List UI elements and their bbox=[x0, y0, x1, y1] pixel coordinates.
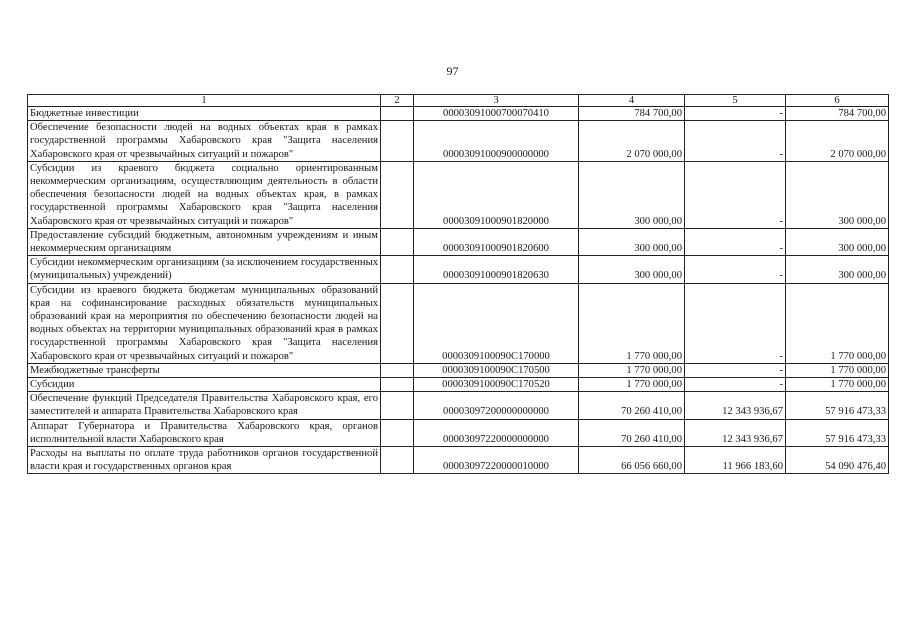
row-col2-cell bbox=[381, 107, 414, 121]
row-col2-cell bbox=[381, 228, 414, 255]
row-col5-cell: - bbox=[685, 228, 786, 255]
column-header: 5 bbox=[685, 95, 786, 107]
table-row bbox=[28, 392, 889, 419]
row-col4-cell: 784 700,00 bbox=[579, 107, 685, 121]
row-col6-cell: 1 770 000,00 bbox=[786, 363, 889, 377]
table-row bbox=[28, 419, 889, 446]
row-name-cell: Субсидии некоммерческим организациям (за исключением государственных (муниципальных) учреждений) bbox=[28, 256, 381, 283]
table-header-row bbox=[28, 95, 889, 107]
row-col2-cell bbox=[381, 392, 414, 419]
row-name-cell: Обеспечение безопасности людей на водных объектах края в рамках государственной программы Хабаровского края "Защита населения Хабаровского края от чрезвычайных ситуаций и пожаров" bbox=[28, 121, 381, 162]
table-row bbox=[28, 363, 889, 377]
row-col5-cell: - bbox=[685, 283, 786, 363]
row-col4-cell: 66 056 660,00 bbox=[579, 447, 685, 474]
row-name-cell: Аппарат Губернатора и Правительства Хабаровского края, органов исполнительной власти Хабаровского края bbox=[28, 419, 381, 446]
row-col2-cell bbox=[381, 283, 414, 363]
row-name-cell: Обеспечение функций Председателя Правительства Хабаровского края, его заместителей и аппарата Правительства Хабаровского края bbox=[28, 392, 381, 419]
row-col5-cell: - bbox=[685, 121, 786, 162]
row-col2-cell bbox=[381, 161, 414, 228]
row-name-cell: Предоставление субсидий бюджетным, автономным учреждениям и иным некоммерческим организациям bbox=[28, 228, 381, 255]
row-col6-cell: 54 090 476,40 bbox=[786, 447, 889, 474]
row-col4-cell: 70 260 410,00 bbox=[579, 419, 685, 446]
row-col6-cell: 300 000,00 bbox=[786, 161, 889, 228]
row-name-cell: Субсидии из краевого бюджета социально ориентированным некоммерческим организациям, осуществляющим деятельность в области обеспечения безопасности людей на водных объектах края, в рамках государственной программы Хабаровского края "Защита населения Хабаровского края от чрезвычайных ситуаций и пожаров" bbox=[28, 161, 381, 228]
row-col6-cell: 2 070 000,00 bbox=[786, 121, 889, 162]
row-code-cell: 00003097200000000000 bbox=[414, 392, 579, 419]
row-code-cell: 00003091000901820630 bbox=[414, 256, 579, 283]
row-code-cell: 00003091000901820000 bbox=[414, 161, 579, 228]
page-number: 97 bbox=[446, 64, 459, 78]
row-col5-cell: - bbox=[685, 107, 786, 121]
table-row bbox=[28, 107, 889, 121]
column-header: 1 bbox=[28, 95, 381, 107]
row-col5-cell: - bbox=[685, 161, 786, 228]
row-col4-cell: 300 000,00 bbox=[579, 256, 685, 283]
row-col6-cell: 57 916 473,33 bbox=[786, 419, 889, 446]
row-name-cell: Субсидии из краевого бюджета бюджетам муниципальных образований края на софинансирование расходных обязательств муниципальных образований края на мероприятия по обеспечению безопасности людей на водных объектах на территории муниципальных образований края в рамках государственной программы Хабаровского края "Защита населения Хабаровского края от чрезвычайных ситуаций и пожаров" bbox=[28, 283, 381, 363]
row-col2-cell bbox=[381, 256, 414, 283]
row-col5-cell: 12 343 936,67 bbox=[685, 392, 786, 419]
row-col4-cell: 2 070 000,00 bbox=[579, 121, 685, 162]
row-col4-cell: 70 260 410,00 bbox=[579, 392, 685, 419]
row-col6-cell: 57 916 473,33 bbox=[786, 392, 889, 419]
row-col5-cell: - bbox=[685, 378, 786, 392]
row-col5-cell: 12 343 936,67 bbox=[685, 419, 786, 446]
column-header: 6 bbox=[786, 95, 889, 107]
row-code-cell: 00003091000901820600 bbox=[414, 228, 579, 255]
row-col4-cell: 1 770 000,00 bbox=[579, 363, 685, 377]
table-row bbox=[28, 161, 889, 228]
table-row bbox=[28, 256, 889, 283]
row-col2-cell bbox=[381, 121, 414, 162]
row-name-cell: Расходы на выплаты по оплате труда работников органов государственной власти края и государственных органов края bbox=[28, 447, 381, 474]
row-code-cell: 00003097220000000000 bbox=[414, 419, 579, 446]
row-code-cell: 00003091000900000000 bbox=[414, 121, 579, 162]
column-header: 2 bbox=[381, 95, 414, 107]
table-row bbox=[28, 378, 889, 392]
table-row bbox=[28, 121, 889, 162]
row-col5-cell: - bbox=[685, 256, 786, 283]
row-col4-cell: 1 770 000,00 bbox=[579, 378, 685, 392]
row-code-cell: 0000309100090C170000 bbox=[414, 283, 579, 363]
row-col4-cell: 300 000,00 bbox=[579, 228, 685, 255]
row-col5-cell: 11 966 183,60 bbox=[685, 447, 786, 474]
table-row bbox=[28, 228, 889, 255]
row-col4-cell: 300 000,00 bbox=[579, 161, 685, 228]
budget-table bbox=[27, 94, 889, 474]
row-col2-cell bbox=[381, 363, 414, 377]
table-row bbox=[28, 283, 889, 363]
column-header: 3 bbox=[414, 95, 579, 107]
column-header: 4 bbox=[579, 95, 685, 107]
row-col2-cell bbox=[381, 447, 414, 474]
row-col6-cell: 300 000,00 bbox=[786, 228, 889, 255]
row-code-cell: 00003091000700070410 bbox=[414, 107, 579, 121]
table-row bbox=[28, 447, 889, 474]
row-col6-cell: 300 000,00 bbox=[786, 256, 889, 283]
row-code-cell: 0000309100090C170500 bbox=[414, 363, 579, 377]
row-col6-cell: 1 770 000,00 bbox=[786, 378, 889, 392]
row-col5-cell: - bbox=[685, 363, 786, 377]
row-col2-cell bbox=[381, 419, 414, 446]
row-code-cell: 00003097220000010000 bbox=[414, 447, 579, 474]
row-name-cell: Субсидии bbox=[28, 378, 381, 392]
row-name-cell: Бюджетные инвестиции bbox=[28, 107, 381, 121]
row-col6-cell: 784 700,00 bbox=[786, 107, 889, 121]
row-code-cell: 0000309100090C170520 bbox=[414, 378, 579, 392]
row-col2-cell bbox=[381, 378, 414, 392]
row-col6-cell: 1 770 000,00 bbox=[786, 283, 889, 363]
row-name-cell: Межбюджетные трансферты bbox=[28, 363, 381, 377]
row-col4-cell: 1 770 000,00 bbox=[579, 283, 685, 363]
